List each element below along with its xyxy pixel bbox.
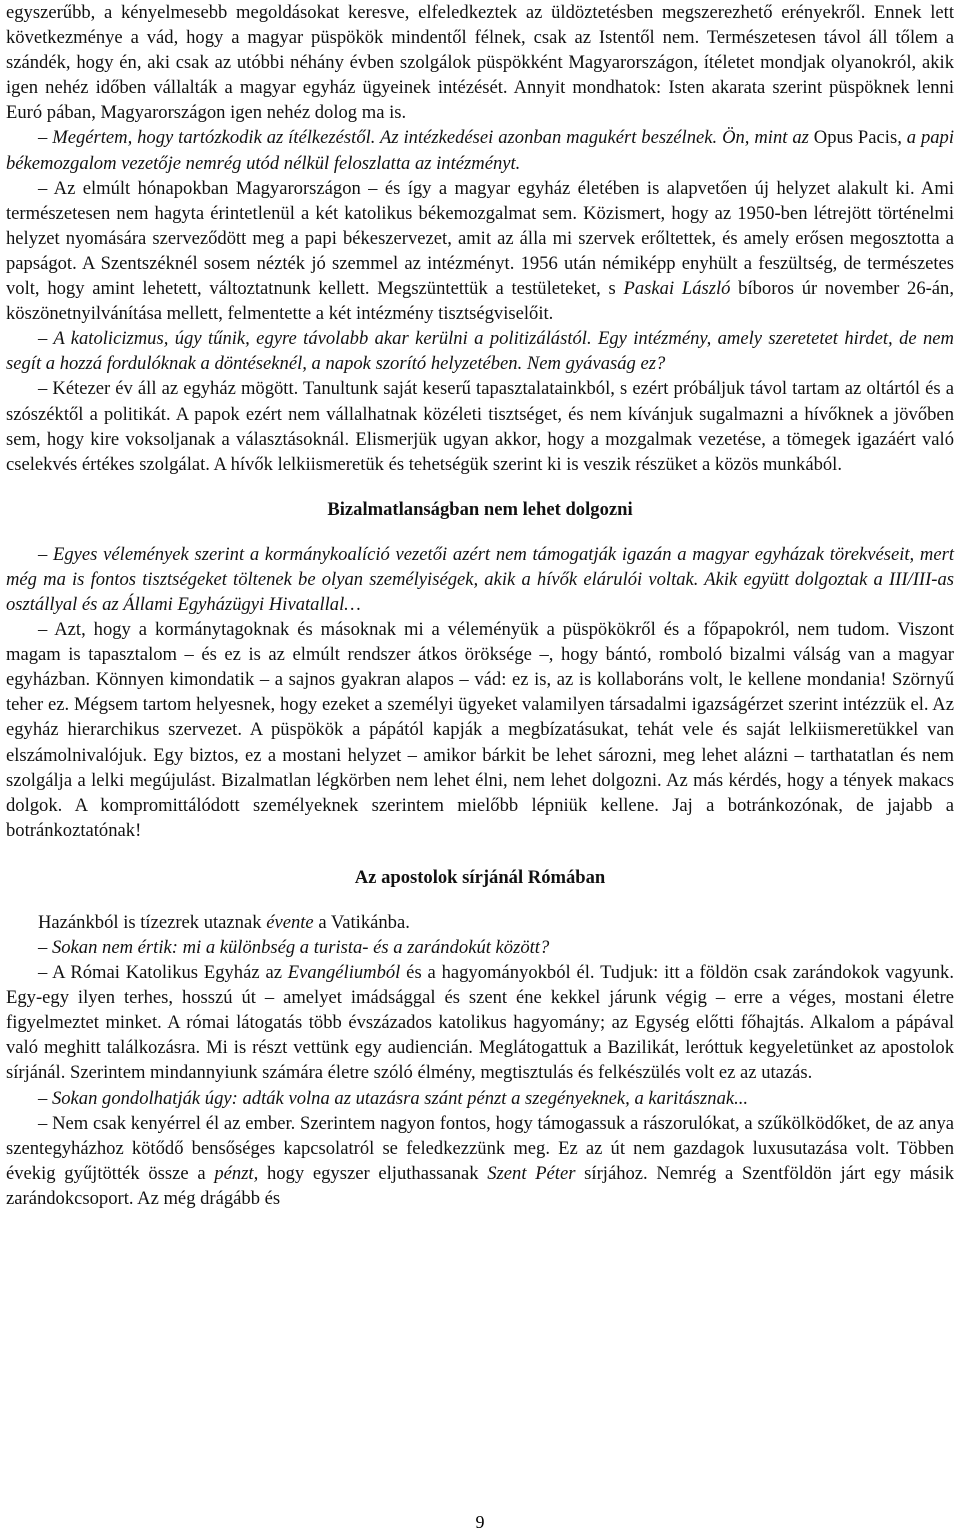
paragraph-7: – Azt, hogy a kormánytagoknak és másoknak mi a véleményük a püspökökről és a főpapokról, nem tudom. Viszont magam is tapasztalom – és ez is az elmúlt rendszer átkos öröksége –, hogy bántó, romboló bizalmi válság van a magyar egyházban. Könnyen kimondatik – a sajnos gyakran alapos – vád: ez is, az is kollaboráns volt, le kellene mondania! Szörnyű teher ez. Mégsem tartom helyesnek, hogy ezeket a személyi ügyeket valamilyen társadalmi igazságérzet szerint intézzük el. Az egyház hierarchikus szervezet. A püspökök a pápától kapják a megbízatásukat, tehát vele és saját lelkiismeretükkel van elszámolnivalójuk. Egy biztos, ez a mostani helyzet – amikor bárkit be lehet sározni, meg lehet alázni – tarthatatlan és nem szolgálja a lelki megújulást. Bizalmatlan légkörben nem lehet élni, nem lehet dolgozni. Az más kérdés, hogy a tények makacs dolgok. A kompromittálódott személyeknek szerintem mielőbb lépniük kellene. Jaj a botránkozónak, de jajabb a botránkoztatónak! (6, 619, 954, 841)
text-run: Opus Pacis (813, 127, 898, 149)
text-run: pénzt, (214, 1162, 259, 1184)
text-run: – Sokan gondolhatják úgy: adták volna az utazásra szánt pénzt a szegényeknek, a karitásznak... (38, 1087, 749, 1109)
document-page (6, 0, 954, 1211)
text-run: és a hagyományokból él. Tudjuk: itt a földön csak zarándokok vagyunk. Egy-egy ilyen terhes, hosszú út – amelyet imádsággal és szent éne kekkel járunk végig – erre a véges, mostani életre figyelmeztet minket. A római látogatás több évszázados katolikus hagyomány; az Egység előtti főhajtás. Alkalom a pápával való meghitt találkozásra. Mi is részt vettünk egy audiencián. Meglátogattuk a Bazilikát, leróttuk kegyeletünket az apostolok sírjánál. Szerintem mindannyiunk számára életre szóló élmény, megtisztulás és felkészülés volt ez az utazás. (6, 962, 954, 1084)
text-run: Paskai László (623, 278, 731, 300)
paragraph-11 (6, 1086, 954, 1111)
text-run: sírjához. Nemrég a Szentföldön járt egy másik zarándokcsoport. Az még drágább és (6, 1162, 954, 1209)
text-run: Evangéliumból (287, 962, 401, 984)
paragraph-2 (6, 125, 954, 175)
paragraph-4 (6, 326, 954, 376)
text-run: évente (266, 911, 314, 933)
page-number: 9 (475, 1512, 485, 1532)
text-run: – Megértem, hogy tartózkodik az ítélkezéstől. Az intézkedései azonban magukért beszélnek. Ön, mint az (38, 127, 814, 149)
paragraph-6 (6, 542, 954, 617)
text-run: , a papi békemozgalom vezetője nemrég utód nélkül feloszlatta az intézményt. (6, 127, 954, 174)
section-heading-2: Az apostolok sírjánál Rómában (354, 866, 606, 888)
paragraph-5: – Kétezer év áll az egyház mögött. Tanultunk saját keserű tapasztalatainkból, s ezért próbáljuk távol tartam az oltártól és a szószéktől a politikát. A papok ezért nem vállalhatnak közéleti tisztséget, és nem kívánjuk sugalmazni a hívőknek a jövőben sem, hogy kire voksoljanak a választásoknál. Elismerjük ugyan akkor, hogy a mozgalmak vezetése, a tömegek igazáért való cselekvés értékes szolgálat. A hívők lelkiismeretük és tehetségük szerint ki is veszik részüket a közös munkából. (6, 378, 954, 475)
text-run: – Egyes vélemények szerint a kormánykoalíció vezetői azért nem támogatják igazán a magyar egyházak törekvéseit, mert még ma is fontos tisztségeket töltenek be olyan személyiségek, akik a hívők elárulói voltak. Akik együtt dolgoztak a III/III-as osztállyal és az Állami Egyházügyi Hivatallal… (6, 543, 954, 615)
text-run: – Sokan nem értik: mi a különbség a turista- és a zarándokút között? (38, 937, 550, 958)
text-run: – A katolicizmus, úgy tűnik, egyre távolabb akar kerülni a politizálástól. Egy intézmény, amely szeretetet hirdet, de nem segít a hozzá fordulóknak a döntéseknél, a napok szorító helyzetében. Nem gyávaság ez? (6, 328, 954, 375)
text-run: a Vatikánba. (313, 911, 410, 933)
section-heading-1: Bizalmatlanságban nem lehet dolgozni (327, 498, 633, 520)
text-run: – A Római Katolikus Egyház az (38, 962, 288, 984)
text-run: – Az elmúlt hónapokban Magyarországon – és így a magyar egyház életében is alapvetően új helyzet alakult ki. Ami természetesen nem hagyta érintetlenül a két katolikus békemozgalmat sem. Közismert, hogy az 1950-ben létrejött történelmi helyzet nyomására szerveződött meg a papi békeszervezet, amit az álla mi szervek erőltettek, és amely erősen megosztotta a papságot. A Szentszéknél sosem nézték jó szemmel az intézményt. 1956 után némiképp enyhült a feszültség, de természetes volt, hogy amint lehetett, változtatnunk kellett. Megszüntettük a testületeket, s (6, 177, 954, 300)
paragraph-12 (6, 1111, 954, 1211)
paragraph-1: egyszerűbb, a kényelmesebb megoldásokat keresve, elfeledkeztek az üldöztetésben megszerezhető erényekről. Ennek lett következménye a vád, hogy a magyar püspökök mindentől félnek, csak az Istentől nem. Természetesen távol áll tőlem a szándék, hogy én, aki csak az utóbbi néhány évben szolgálok püspökként Magyarországon, ítéletet mondjak olyanokról, akik igen nehéz időben vállalták a magyar egyház ügyeinek intézését. Annyit mondhatok: Isten akarata szerint püspöknek lenni Euró pában, Magyarországon igen nehéz dolog ma is. (6, 2, 954, 124)
paragraph-10 (6, 960, 954, 1085)
text-run: hogy egyszer eljuthassanak (258, 1162, 488, 1184)
paragraph-3 (6, 176, 954, 327)
paragraph-9 (6, 935, 954, 960)
text-run: – Nem csak kenyérrel él az ember. Szerintem nagyon fontos, hogy támogassuk a rászorulókat, a szűkölködőket, de az anya szentegyházhoz kötődő bensőséges kapcsolatról se feledkezzünk meg. Ez az út nem gazdagok luxusutazása volt. Többen évekig gyűjtötték össze a (6, 1112, 954, 1184)
text-run: bíboros úr november 26-án, köszönetnyilvánítása mellett, felmentette a két intézmény tisztségviselőit. (6, 278, 954, 325)
paragraph-8 (6, 910, 954, 935)
text-run: Szent Péter (487, 1162, 576, 1184)
text-run: Hazánkból is tízezrek utaznak (38, 911, 267, 933)
